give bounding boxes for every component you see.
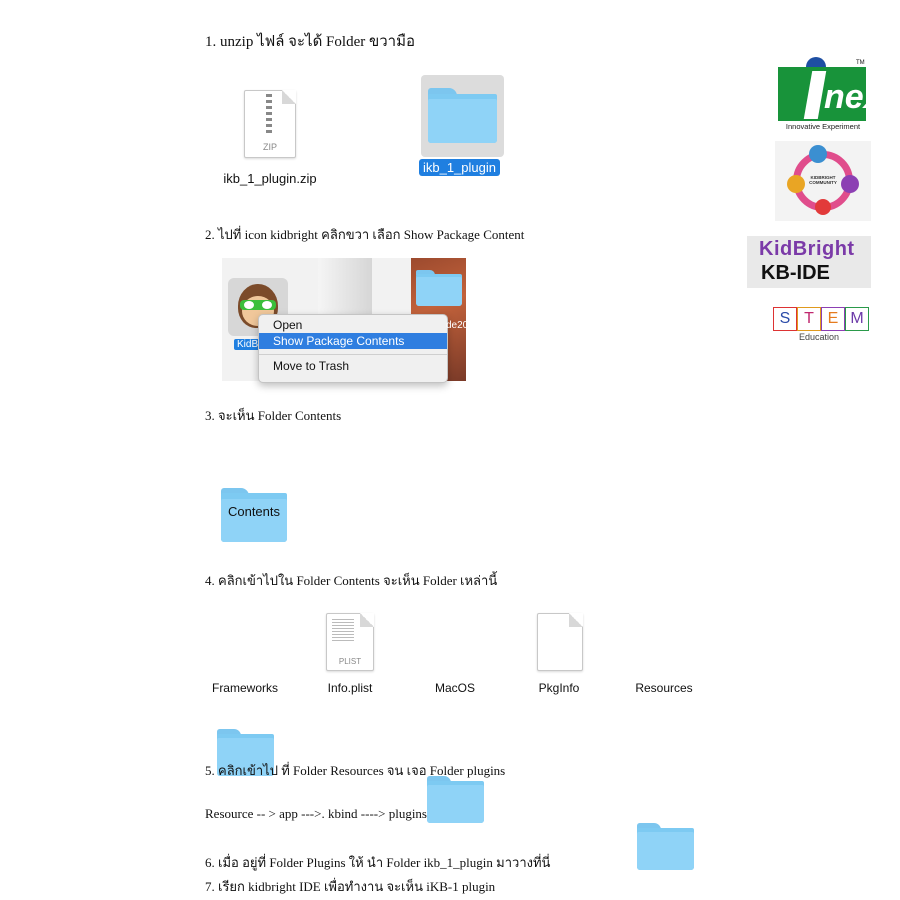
step-1-text: 1. unzip ไฟล์ จะได้ Folder ขวามือ xyxy=(205,34,415,50)
finder-context-screenshot xyxy=(222,258,469,381)
menu-divider xyxy=(259,354,447,355)
navigation-path: Resource -- > app --->. kbind ----> plugins xyxy=(205,806,427,821)
plist-badge: PLIST xyxy=(338,657,362,666)
inex-logo xyxy=(778,57,883,133)
stem-letter-m: M xyxy=(845,307,869,331)
community-text: KIDBRIGHT COMMUNITY xyxy=(809,175,837,185)
resources-label[interactable]: Resources xyxy=(635,681,693,695)
step-7-text: 7. เรียก kidbright IDE เพื่อทำงาน จะเห็น iKB-1 plugin xyxy=(205,879,496,894)
zip-badge: ZIP xyxy=(262,142,277,152)
stem-logo xyxy=(771,305,867,345)
inex-tagline: Innovative Experiment xyxy=(785,122,861,131)
kidbright-kbide-logo xyxy=(747,236,871,288)
info-plist-label[interactable]: Info.plist xyxy=(327,681,373,695)
step-3-text: 3. จะเห็น Folder Contents xyxy=(205,408,342,423)
folder-icon[interactable] xyxy=(428,88,497,143)
step-4-text: 4. คลิกเข้าไปใน Folder Contents จะเห็น Folder เหล่านี้ xyxy=(205,573,498,588)
stem-subtitle: Education xyxy=(798,332,840,342)
macos-label[interactable]: MacOS xyxy=(434,681,475,695)
frameworks-label[interactable]: Frameworks xyxy=(211,681,278,695)
context-menu xyxy=(258,314,448,383)
partial-filename: de20 xyxy=(446,320,469,331)
folder-icon[interactable] xyxy=(427,776,484,823)
folder-icon[interactable] xyxy=(637,823,694,870)
menu-item-open[interactable]: Open xyxy=(273,318,303,332)
kidbright-wordmark: KidBright xyxy=(759,238,855,260)
menu-item-show-package-contents[interactable]: Show Package Contents xyxy=(273,334,405,348)
menu-item-move-to-trash[interactable]: Move to Trash xyxy=(273,359,350,373)
plugin-folder-name[interactable]: ikb_1_plugin xyxy=(419,159,500,176)
inex-tm: TM xyxy=(856,60,865,66)
document-icon[interactable] xyxy=(537,613,583,671)
zip-file-icon[interactable] xyxy=(244,90,296,158)
contents-folder-name[interactable]: Contents xyxy=(227,504,281,519)
stem-letter-t: T xyxy=(797,307,821,331)
zip-file-name[interactable]: ikb_1_plugin.zip xyxy=(223,171,317,186)
pkginfo-label[interactable]: PkgInfo xyxy=(538,681,580,695)
kidbright-community-logo xyxy=(775,141,871,221)
step-2-text: 2. ไปที่ icon kidbright คลิกขวา เลือก Show Package Content xyxy=(205,227,525,242)
step-6-text: 6. เมื่อ อยู่ที่ Folder Plugins ให้ นำ Folder ikb_1_plugin มาวางที่นี่ xyxy=(205,855,551,870)
kbide-wordmark: KB-IDE xyxy=(761,262,830,284)
step-5-text: 5. คลิกเข้าไป ที่ Folder Resources จน เจอ Folder plugins xyxy=(205,763,506,778)
stem-letter-s: S xyxy=(773,307,797,331)
inex-wordmark: nex xyxy=(824,78,883,116)
plist-file-icon[interactable] xyxy=(326,613,374,671)
stem-letter-e: E xyxy=(821,307,845,331)
kidbright-app-label[interactable]: KidB xyxy=(234,339,261,350)
